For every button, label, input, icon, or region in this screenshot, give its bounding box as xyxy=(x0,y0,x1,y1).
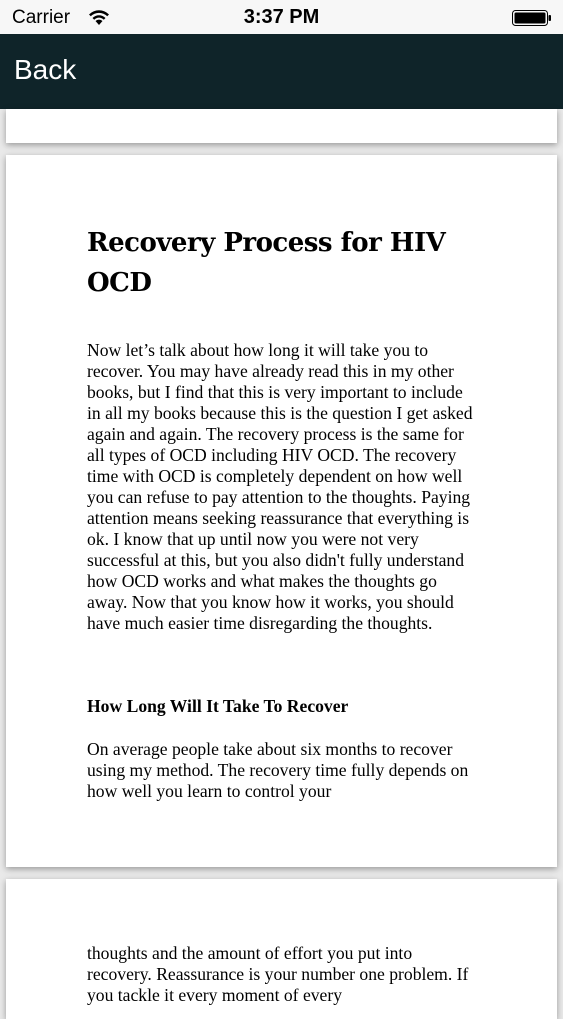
navigation-bar xyxy=(0,34,563,109)
body-paragraph: thoughts and the amount of effort you put into recovery. Reassurance is your number one problem. If you tackle it every moment of every xyxy=(87,943,469,1005)
section-subheading: How Long Will It Take To Recover xyxy=(87,696,349,716)
battery-icon xyxy=(512,10,552,26)
page-title: Recovery Process for HIV OCD xyxy=(87,228,446,298)
status-time: 3:37 PM xyxy=(243,6,320,28)
back-button[interactable]: Back xyxy=(14,54,77,85)
carrier-label: Carrier xyxy=(12,7,71,28)
body-paragraph: Now let’s talk about how long it will take you to recover. You may have already read this in my other books, but I find that this is very important to include in all my books because this is the question I get asked again and again. The recovery process is the same for all types of OCD including HIV OCD. The recovery time with OCD is completely dependent on how well you can refuse to pay attention to the thoughts. Paying attention means seeking reassurance that everything is ok. I know that up until now you were not very successful at this, but you also didn't fully understand how OCD works and what makes the thoughts go away. Now that you know how it works, you should have much easier time disregarding the thoughts. xyxy=(87,340,473,633)
previous-page-card xyxy=(6,109,557,143)
body-paragraph: On average people take about six months to recover using my method. The recovery time fully depends on how well you learn to control your xyxy=(87,739,469,801)
status-bar xyxy=(0,0,563,34)
next-page-card xyxy=(6,879,557,1019)
document-page-card xyxy=(6,155,557,867)
